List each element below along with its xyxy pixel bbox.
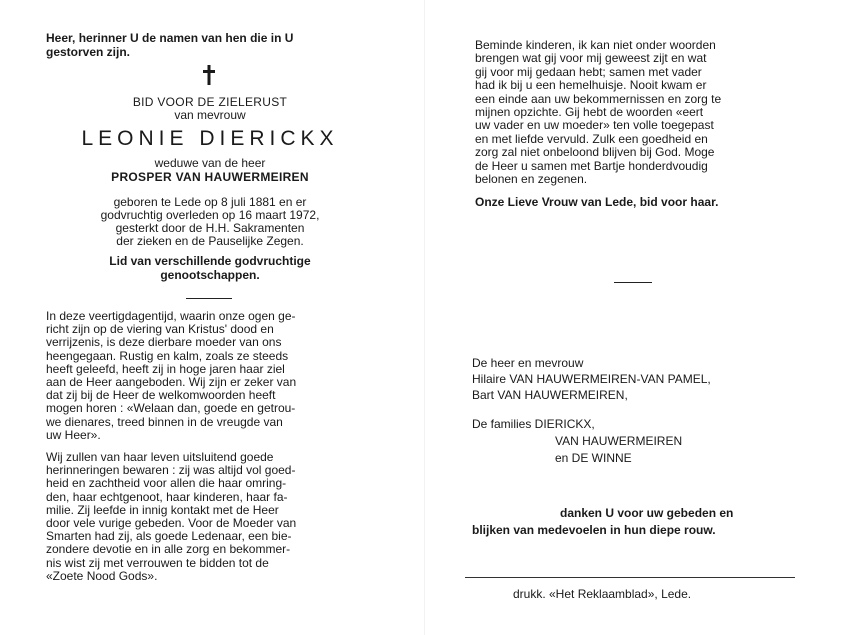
text-line: Beminde kinderen, ik kan niet onder woorden [475, 38, 716, 52]
family-line: Bart VAN HAUWERMEIREN, [472, 388, 628, 402]
family-name: VAN HAUWERMEIREN [555, 434, 683, 448]
text-line: mogen horen : «Welaan dan, goede en getrou- [46, 401, 296, 416]
text-line: en met liefde vervuld. Zulk een goedheid en [475, 131, 708, 146]
bio-line: der zieken en de Pauselijke Zegen. [116, 234, 304, 248]
text-line: blijken van medevoelen in hun diepe rouw. [472, 523, 716, 537]
text-line: nis wist zij met verrouwen te bidden tot de [46, 555, 269, 570]
cross-icon [200, 64, 218, 86]
text-line: uw vader en uw moeder» ten volle toegepast [475, 118, 714, 133]
text-line: herinneringen bewaren : zij was altijd vol goed- [46, 463, 296, 478]
text-line: uw Heer». [46, 427, 101, 442]
right-page [425, 0, 849, 635]
text-line: brengen wat gij voor mij geweest zijt en wat [475, 51, 707, 66]
divider [614, 282, 652, 283]
bio-line: godvruchtig overleden op 16 maart 1972, [100, 208, 320, 222]
text-line: richt zijn op de viering van Kristus' dood en [46, 322, 274, 337]
widow-line: weduwe van de heer [154, 156, 266, 170]
text-line: dat zij bij de Heer de welkomwoorden heeft [46, 388, 276, 403]
prayer-heading: BID VOOR DE ZIELERUST [132, 95, 288, 109]
text-line: aan de Heer aangeboden. Wij zijn er zeker van [46, 375, 297, 390]
bio-line: gesterkt door de H.H. Sakramenten [115, 221, 305, 235]
text-line: milie. Zij leefde in innig kontakt met de Heer [46, 502, 279, 517]
text-line: de Heer u samen met Bartje honderdvoudig [475, 158, 708, 173]
text-line: «Zoete Nood Gods». [46, 568, 158, 583]
intro-line: Heer, herinner U de namen van hen die in U [46, 31, 294, 45]
text-line: In deze veertigdagentijd, waarin onze ogen ge- [46, 309, 296, 323]
text-line: we dienares, treed binnen in de vreugde van [46, 414, 283, 429]
closing-prayer: Onze Lieve Vrouw van Lede, bid voor haar. [475, 195, 719, 209]
text-line: heid en zachtheid voor allen die haar omring- [46, 476, 287, 491]
text-line: door vele vurige gebeden. Voor de Moeder van [46, 516, 297, 531]
text-line: den, haar echtgenoot, haar kinderen, haar fa- [46, 489, 288, 504]
text-line: Wij zullen van haar leven uitsluitend goede [46, 450, 274, 464]
text-line: heengegaan. Rustig en kalm, zoals ze steeds [46, 348, 289, 363]
text-line: Smarten had zij, als goede Ledenaar, een bie- [46, 529, 292, 544]
family-line: De heer en mevrouw [472, 356, 584, 370]
deceased-name: LEONIE DIERICKX [81, 127, 339, 150]
member-line: Lid van verschillende godvruchtige [109, 254, 311, 268]
text-line: een einde aan uw bekommernissen en zorg te [475, 91, 722, 106]
text-line: verrijzenis, is deze dierbare moeder van ons [46, 335, 282, 350]
family-line: Hilaire VAN HAUWERMEIREN-VAN PAMEL, [472, 372, 711, 386]
memories-paragraph [46, 451, 371, 583]
lent-paragraph [46, 310, 371, 442]
husband-name: PROSPER VAN HAUWERMEIREN [111, 170, 309, 184]
intro-prayer [46, 31, 386, 59]
text-line: mijnen opzichte. Gij hebt de woorden «eert [475, 105, 704, 120]
biography [0, 196, 420, 248]
divider [186, 298, 232, 299]
families-label: De families DIERICKX, [472, 417, 595, 431]
text-line: danken U voor uw gebeden en [560, 506, 734, 520]
family-name: en DE WINNE [555, 451, 632, 465]
children-paragraph [475, 39, 797, 186]
text-line: zorg zal niet onbeloond blijven bij God. Moge [475, 145, 715, 160]
membership [0, 254, 420, 282]
text-line: had ik bij u een hemelhuisje. Nooit kwam er [475, 78, 707, 93]
bio-line: geboren te Lede op 8 juli 1881 en er [113, 195, 307, 209]
printer-credit: drukk. «Het Reklaamblad», Lede. [513, 587, 692, 601]
text-line: zondere devotie en in alle zorg en bekommer- [46, 542, 291, 557]
text-line: belonen en zegenen. [475, 172, 588, 187]
divider [465, 577, 795, 578]
text-line: heeft geleefd, heeft zij in hoge jaren haar ziel [46, 361, 285, 376]
thanks-text [472, 505, 792, 539]
member-line: genootschappen. [160, 268, 260, 282]
lady-line: van mevrouw [174, 108, 246, 122]
intro-line: gestorven zijn. [46, 45, 131, 59]
text-line: gij voor mij gedaan hebt; samen met vader [475, 64, 702, 79]
